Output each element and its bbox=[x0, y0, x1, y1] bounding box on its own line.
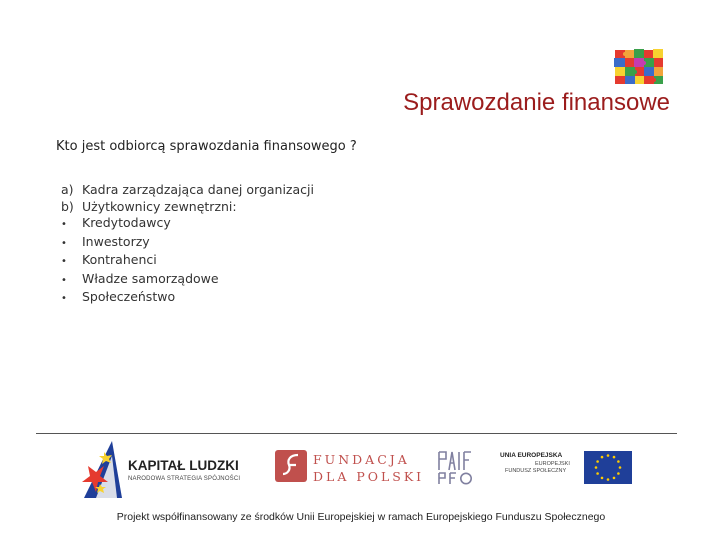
footer-logo-strip bbox=[0, 438, 720, 498]
puzzle-logo bbox=[613, 48, 665, 86]
list-item-text: Władze samorządowe bbox=[82, 270, 219, 286]
paif-logo-icon bbox=[439, 452, 471, 484]
list-item bbox=[61, 271, 314, 290]
slide-question: Kto jest odbiorcą sprawozdania finansowego ? bbox=[56, 139, 357, 154]
bullet-icon: • bbox=[61, 274, 67, 286]
list-item bbox=[61, 215, 314, 234]
answer-list bbox=[61, 182, 314, 308]
list-item bbox=[61, 234, 314, 253]
eu-fund-line2: FUNDUSZ SPOŁECZNY bbox=[505, 468, 567, 474]
list-marker: a) bbox=[61, 182, 74, 197]
funding-note-text: Projekt współfinansowany ze środków Unii Europejskiej w ramach Europejskiego Funduszu Społecznego bbox=[116, 511, 606, 523]
list-item-text: Społeczeństwo bbox=[82, 289, 176, 304]
bullet-icon: • bbox=[61, 256, 67, 267]
kapital-ludzki-subtitle: NARODOWA STRATEGIA SPÓJNOŚCI bbox=[128, 476, 241, 482]
kapital-ludzki-name: KAPITAŁ LUDZKI bbox=[128, 458, 239, 473]
list-item bbox=[61, 252, 314, 271]
list-item-text: Inwestorzy bbox=[82, 233, 150, 249]
list-item bbox=[61, 182, 314, 199]
fundacja-name-line1: FUNDACJA bbox=[313, 452, 410, 467]
bullet-icon: • bbox=[61, 293, 67, 304]
bullet-icon: • bbox=[61, 237, 67, 249]
list-item-text: Kredytodawcy bbox=[82, 215, 171, 230]
eu-fund-line1: EUROPEJSKI bbox=[535, 461, 570, 467]
funding-note bbox=[0, 511, 720, 523]
footer-divider bbox=[36, 433, 677, 434]
bullet-icon: • bbox=[61, 219, 67, 230]
slide-title: Sprawozdanie finansowe bbox=[403, 89, 670, 116]
list-marker: b) bbox=[61, 198, 74, 214]
list-item-text: Użytkownicy zewnętrzni: bbox=[82, 198, 237, 214]
eu-flag-icon bbox=[584, 451, 632, 484]
fundacja-emblem-icon bbox=[275, 450, 307, 482]
list-item-text: Kontrahenci bbox=[82, 252, 157, 267]
list-item bbox=[61, 289, 314, 308]
kapital-ludzki-emblem-icon bbox=[82, 441, 122, 498]
fundacja-name-line2: DLA POLSKI bbox=[313, 469, 425, 484]
eu-name: UNIA EUROPEJSKA bbox=[500, 452, 563, 459]
list-item-text: Kadra zarządzająca danej organizacji bbox=[82, 182, 314, 197]
list-item bbox=[61, 199, 314, 216]
